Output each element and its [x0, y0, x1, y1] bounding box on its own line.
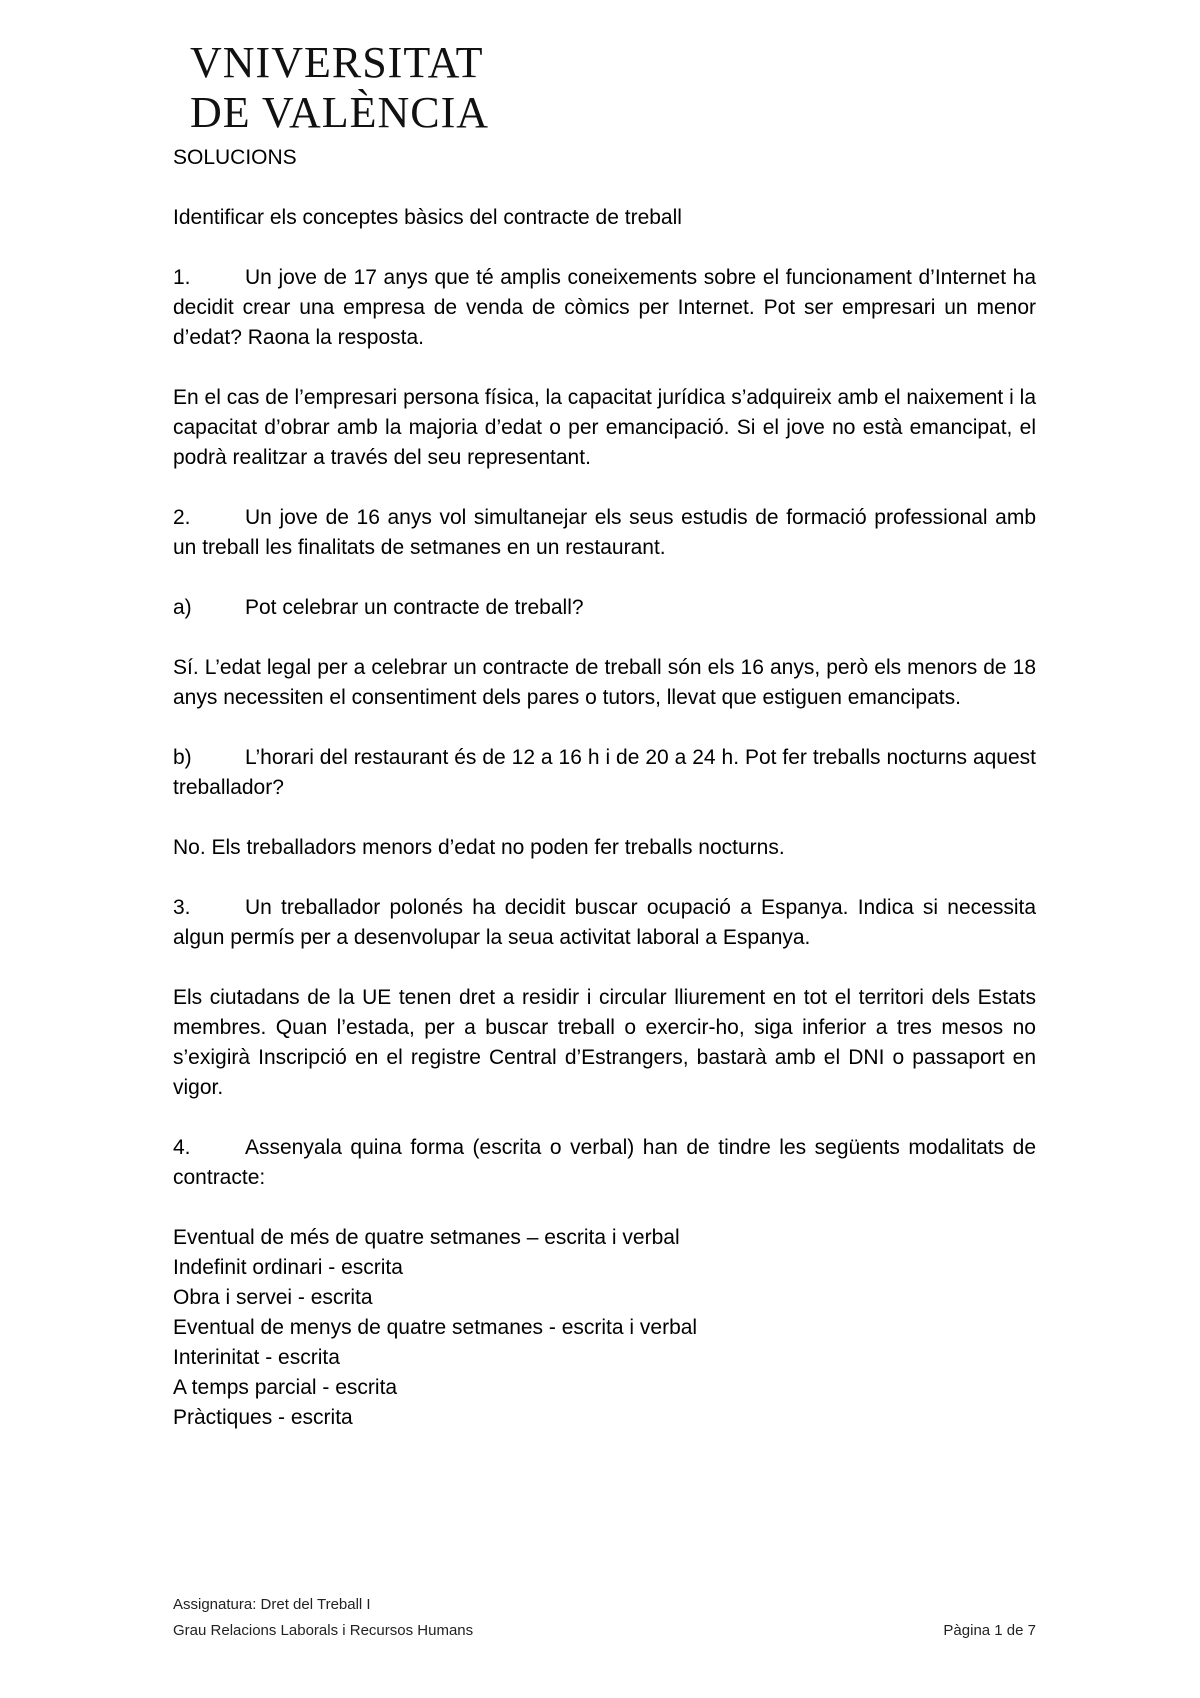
list-item: Eventual de menys de quatre setmanes - escrita i verbal: [173, 1316, 698, 1339]
list-item: Indefinit ordinari - escrita: [173, 1256, 403, 1279]
question-number: 2.: [173, 506, 191, 529]
list-item: Pràctiques - escrita: [173, 1406, 353, 1429]
footer-subject: Assignatura: Dret del Treball I: [173, 1596, 371, 1613]
list-item: Eventual de més de quatre setmanes – escrita i verbal: [173, 1226, 680, 1249]
subquestion-text: Pot celebrar un contracte de treball?: [245, 596, 584, 619]
question-text: Un jove de 16 anys vol simultanejar els seus estudis de formació professional amb un treball les finalitats de setmanes en un restaurant.: [173, 506, 1036, 559]
list-item: Obra i servei - escrita: [173, 1286, 373, 1309]
question-text: Un treballador polonés ha decidit buscar ocupació a Espanya. Indica si necessita algun permís per a desenvolupar la seua activitat laboral a Espanya.: [173, 896, 1036, 949]
logo-line-1: VNIVERSITAT: [190, 38, 484, 87]
subquestion-text: L’horari del restaurant és de 12 a 16 h i de 20 a 24 h. Pot fer treballs nocturns aquest treballador?: [173, 746, 1036, 799]
subquestion-label: a): [173, 596, 192, 619]
answer-1: En el cas de l’empresari persona física, la capacitat jurídica s’adquireix amb el naixement i la capacitat d’obrar amb la majoria d’edat o per emancipació. Si el jove no està emancipat, el podrà realitzar a través del seu representant.: [173, 386, 1036, 469]
page-number: Pàgina 1 de 7: [943, 1622, 1036, 1639]
document-body: [173, 143, 1036, 1433]
university-logo: [190, 38, 489, 138]
list-item: A temps parcial - escrita: [173, 1376, 398, 1399]
question-2a: [173, 593, 1036, 623]
question-3: [173, 893, 1036, 953]
answer-2b: No. Els treballadors menors d’edat no poden fer treballs nocturns.: [173, 836, 785, 859]
page-footer: [173, 1592, 1036, 1644]
logo-line-2: DE VALÈNCIA: [190, 88, 490, 137]
question-2b: [173, 743, 1036, 803]
document-title: SOLUCIONS: [173, 146, 297, 169]
question-number: 1.: [173, 266, 191, 289]
question-4: [173, 1133, 1036, 1193]
question-2: [173, 503, 1036, 563]
question-number: 4.: [173, 1136, 191, 1159]
subquestion-label: b): [173, 746, 192, 769]
question-number: 3.: [173, 896, 191, 919]
document-subtitle: Identificar els conceptes bàsics del contracte de treball: [173, 206, 682, 229]
question-text: Un jove de 17 anys que té amplis coneixements sobre el funcionament d’Internet ha decidit crear una empresa de venda de còmics per Internet. Pot ser empresari un menor d’edat? Raona la resposta.: [173, 266, 1036, 349]
answer-2a: Sí. L’edat legal per a celebrar un contracte de treball són els 16 anys, però els menors de 18 anys necessiten el consentiment dels pares o tutors, llevat que estiguen emancipats.: [173, 656, 1036, 709]
list-item: Interinitat - escrita: [173, 1346, 340, 1369]
question-1: [173, 263, 1036, 353]
answer-3: Els ciutadans de la UE tenen dret a residir i circular lliurement en tot el territori dels Estats membres. Quan l’estada, per a buscar treball o exercir-ho, siga inferior a tres mesos no s’exigirà Inscripció en el registre Central d’Estrangers, bastarà amb el DNI o passaport en vigor.: [173, 986, 1036, 1099]
question-text: Assenyala quina forma (escrita o verbal) han de tindre les següents modalitats de contracte:: [173, 1136, 1036, 1189]
footer-degree: Grau Relacions Laborals i Recursos Humans: [173, 1622, 474, 1639]
